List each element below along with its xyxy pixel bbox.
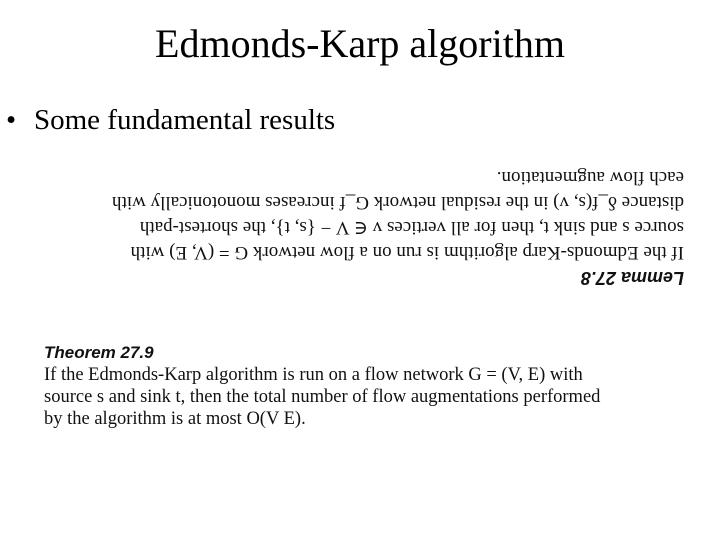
theorem-line: source s and sink t, then the total number of flow augmentations performed [44, 387, 601, 407]
bullet-symbol: • [6, 104, 17, 136]
lemma-heading: Lemma 27.8 [580, 268, 684, 288]
lemma-line: each flow augmentation. [496, 167, 684, 188]
theorem-line: If the Edmonds-Karp algorithm is run on a flow network G = (V, E) with [44, 365, 583, 385]
lemma-line: source s and sink t, then for all vertices v ∈ V − {s, t}, the shortest-path [139, 217, 684, 238]
lemma-line: distance δ_f(s, v) in the residual network G_f increases monotonically with [112, 192, 684, 213]
slide-title: Edmonds-Karp algorithm [155, 21, 565, 66]
lemma-line: If the Edmonds-Karp algorithm is run on a flow network G = (V, E) with [130, 242, 684, 263]
theorem-line: by the algorithm is at most O(V E). [44, 409, 306, 429]
bullet-text: Some fundamental results [34, 104, 336, 136]
theorem-heading: Theorem 27.9 [44, 343, 154, 362]
bullet-item [6, 100, 335, 140]
lemma-excerpt-upside-down [44, 160, 684, 290]
theorem-excerpt [44, 342, 714, 430]
